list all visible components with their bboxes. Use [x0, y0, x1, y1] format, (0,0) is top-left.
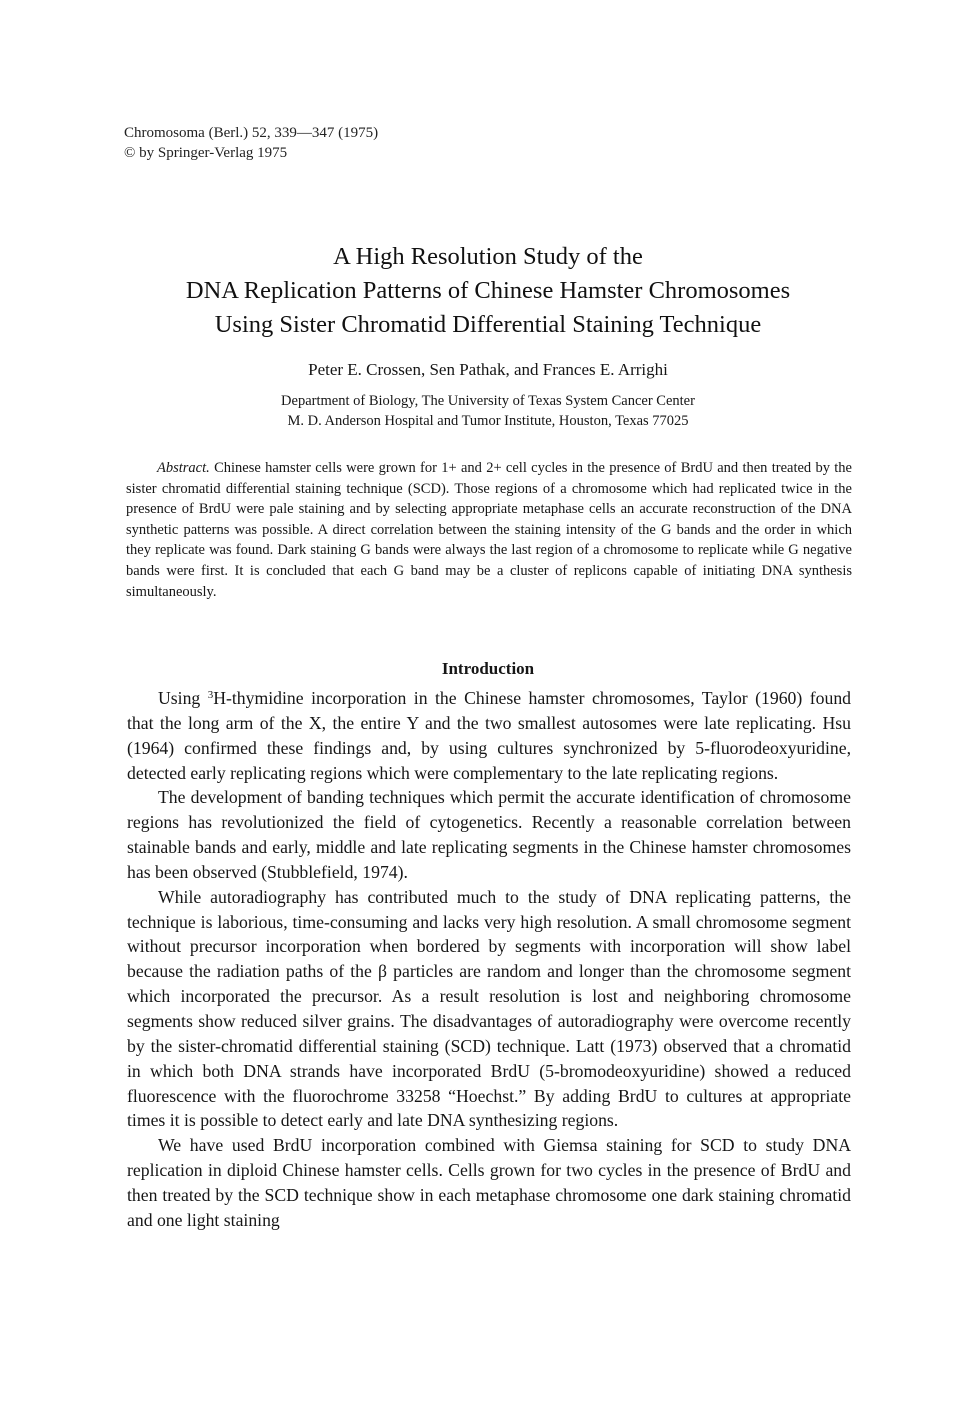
paragraph-1: [127, 686, 851, 785]
section-heading-introduction: Introduction: [441, 659, 535, 678]
journal-citation: Chromosoma (Berl.) 52, 339—347 (1975): [124, 125, 379, 141]
abstract-label: Abstract.: [157, 460, 210, 476]
affiliation-line-1: Department of Biology, The University of Texas System Cancer Center: [281, 393, 695, 409]
affiliation: [80, 391, 896, 431]
affiliation-line-2: M. D. Anderson Hospital and Tumor Institute, Houston, Texas 77025: [287, 413, 689, 429]
title-line-3: Using Sister Chromatid Differential Staining Technique: [214, 311, 762, 338]
introduction-body: [127, 686, 851, 1233]
paragraph-4: We have used BrdU incorporation combined with Giemsa staining for SCD to study DNA replication in diploid Chinese hamster cells. Cells grown for two cycles in the presence of BrdU and then treated by the SCD technique show in each metaphase chromosome one dark staining chromatid and one light staining: [127, 1135, 851, 1230]
paragraph-3: While autoradiography has contributed much to the study of DNA replicating patterns, the technique is laborious, time-consuming and lacks very high resolution. A small chromosome segment without precursor incorporation when bordered by segments with incorporation will show label because the radiation paths of the β particles are random and longer than the chromosome segment which incorporated the precursor. As a result resolution is lost and neighboring chromosome segments show reduced silver grains. The disadvantages of autoradiography were overcome recently by the sister-chromatid differential staining (SCD) technique. Latt (1973) observed that a chromatid in which both DNA strands have incorporated BrdU (5-bromodeoxyuridine) showed a reduced fluorescence with the fluorochrome 33258 “Hoechst.” By adding BrdU to cultures at appropriate times it is possible to detect early and late DNA synthesizing regions.: [127, 886, 851, 1131]
abstract-text: Chinese hamster cells were grown for 1+ and 2+ cell cycles in the presence of BrdU and then treated by the sister chromatid differential staining technique (SCD). Those regions of a chromosome which had replicated twice in the presence of BrdU were pale staining and by selecting appropriate metaphase cells an accurate reconstruction of the DNA synthetic patterns was possible. A direct correlation between the staining intensity of the G bands and the order in which they replicate was found. Dark staining G bands were always the last region of a chromosome to replicate while G negative bands were first. It is concluded that each G band may be a cluster of replicons capable of initiating DNA synthesis simultaneously.: [126, 460, 852, 600]
author-list: Peter E. Crossen, Sen Pathak, and Frances E. Arrighi: [308, 360, 668, 379]
paragraph-2: The development of banding techniques which permit the accurate identification of chromosome regions has revolutionized the field of cytogenetics. Recently a reasonable correlation between stainable bands and early, middle and late replicating segments in the Chinese hamster chromosomes has been observed (Stubblefield, 1974).: [127, 787, 851, 882]
title-line-2: DNA Replication Patterns of Chinese Hamster Chromosomes: [185, 277, 791, 304]
abstract: [126, 458, 852, 602]
article-title: [80, 240, 896, 342]
paragraph-1-rest: H-thymidine incorporation in the Chinese hamster chromosomes, Taylor (1960) found that the long arm of the X, the entire Y and the two smallest autosomes were late replicating. Hsu (1964) confirmed these findings and, by using cultures synchronized by 5-fluorodeoxyuridine, detected early replicating regions which were complementary to the late replicating regions.: [127, 688, 852, 783]
paragraph-1-start: Using: [158, 688, 201, 708]
journal-header: [124, 123, 378, 163]
copyright-line: © by Springer-Verlag 1975: [124, 145, 288, 161]
isotope-superscript: 3: [207, 688, 214, 701]
title-line-1: A High Resolution Study of the: [333, 243, 643, 270]
